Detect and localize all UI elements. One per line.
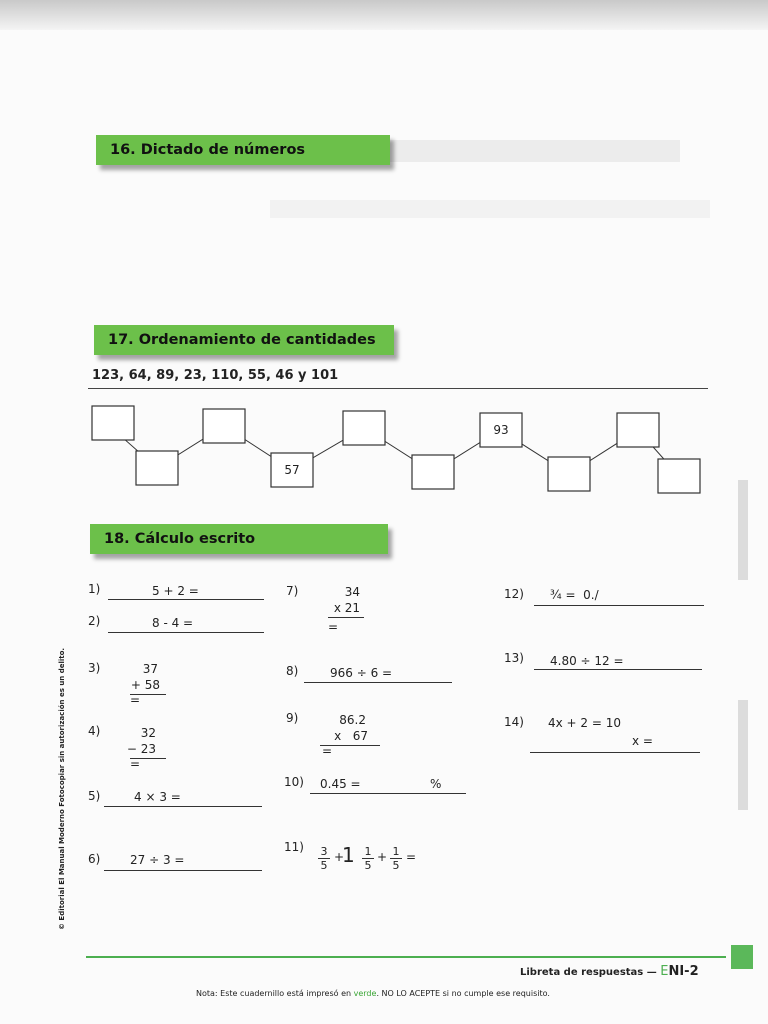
order-box-5[interactable]	[343, 411, 385, 445]
copyright-side-text: © Editorial El Manual Moderno Fotocopiar sin autorización es un delito.	[58, 647, 66, 930]
order-box-1[interactable]	[92, 406, 134, 440]
problem-number: 2)	[88, 614, 101, 628]
problem-bottom-operand: x 67	[334, 729, 368, 743]
equals-sign: =	[322, 744, 333, 758]
problem-number: 3)	[88, 661, 101, 675]
problem-number: 8)	[286, 664, 299, 678]
problem-bottom-operand: x 21	[333, 601, 360, 615]
problem-expression: 27 ÷ 3 =	[130, 853, 185, 867]
equals-sign: =	[130, 757, 141, 771]
plus-sign: +	[377, 850, 388, 864]
operation-bar	[328, 617, 364, 618]
problem-number: 5)	[88, 789, 101, 803]
order-box-9[interactable]	[617, 413, 659, 447]
footer-code-prefix: E	[660, 964, 669, 979]
footer-rule	[86, 956, 726, 958]
page-edge-tab	[731, 945, 753, 969]
problem-expression: 966 ÷ 6 =	[330, 666, 393, 680]
order-box-2[interactable]	[136, 451, 178, 485]
equals-sign: =	[130, 693, 141, 707]
answer-variable: x =	[632, 734, 653, 748]
answer-line[interactable]	[104, 870, 262, 871]
problem-expression: 5 + 2 =	[152, 584, 199, 598]
numerator: 1	[390, 845, 402, 859]
answer-line[interactable]	[310, 793, 466, 794]
numerator: 1	[362, 845, 374, 859]
denominator: 5	[320, 859, 328, 872]
problem-number: 12)	[504, 587, 524, 601]
page-edge-mark	[738, 700, 748, 810]
answer-line[interactable]	[304, 682, 452, 683]
fraction-1-5	[362, 845, 374, 872]
order-box-6[interactable]	[412, 455, 454, 489]
problem-expression: 4x + 2 = 10	[548, 716, 622, 730]
problem-number: 7)	[286, 584, 299, 598]
answer-line[interactable]	[104, 806, 262, 807]
problem-top-operand: 34	[344, 585, 360, 599]
answer-line[interactable]	[530, 752, 700, 753]
box-value-93: 93	[493, 423, 509, 437]
problem-top-operand: 37	[142, 662, 158, 676]
note-green-word: verde	[353, 989, 377, 998]
footer-label	[520, 964, 699, 979]
problem-top-operand: 32	[140, 726, 156, 740]
denominator: 5	[392, 859, 400, 872]
page-edge-mark	[738, 480, 748, 580]
problem-expression: 4.80 ÷ 12 =	[550, 654, 624, 668]
problem-number: 11)	[284, 840, 304, 854]
plus-sign: +	[334, 850, 345, 864]
problem-number: 13)	[504, 651, 524, 665]
section-18-banner: 18. Cálculo escrito	[90, 524, 388, 554]
denominator: 5	[364, 859, 372, 872]
box-value-57: 57	[284, 463, 300, 477]
problem-number: 9)	[286, 711, 299, 725]
problem-number: 6)	[88, 852, 101, 866]
fraction-1-5	[390, 845, 402, 872]
problem-bottom-operand: − 23	[126, 742, 156, 756]
number-sequence: 123, 64, 89, 23, 110, 55, 46 y 101	[92, 368, 339, 383]
problem-number: 1)	[88, 582, 101, 596]
fraction-3-5	[318, 845, 330, 872]
problem-number: 14)	[504, 715, 524, 729]
whole-number: 1	[342, 843, 355, 867]
section-16-banner: 16. Dictado de números	[96, 135, 390, 165]
answer-line[interactable]	[534, 669, 702, 670]
order-box-3[interactable]	[203, 409, 245, 443]
note-part-a: Nota: Este cuadernillo está impresó en	[196, 989, 354, 998]
problem-number: 4)	[88, 724, 101, 738]
footer-note	[196, 989, 550, 998]
problem-number: 10)	[284, 775, 304, 789]
problem-expression: 4 × 3 =	[134, 790, 181, 804]
answer-line[interactable]	[108, 632, 264, 633]
order-box-10[interactable]	[658, 459, 700, 493]
problem-expression: ¾ = 0./	[550, 588, 599, 602]
equals-sign: =	[406, 850, 417, 864]
problem-top-operand: 86.2	[339, 713, 366, 727]
footer-text: Libreta de respuestas —	[520, 967, 657, 978]
answer-line[interactable]	[534, 605, 704, 606]
answer-line[interactable]	[108, 599, 264, 600]
numerator: 3	[318, 845, 330, 859]
percent-unit: %	[430, 777, 442, 791]
problem-bottom-operand: + 58	[130, 678, 160, 692]
problem-expression: 8 - 4 =	[152, 616, 194, 630]
equals-sign: =	[328, 620, 339, 634]
note-part-c: . NO LO ACEPTE si no cumple ese requisito.	[376, 989, 550, 998]
footer-code: NI-2	[668, 964, 699, 979]
order-box-8[interactable]	[548, 457, 590, 491]
section-17-banner: 17. Ordenamiento de cantidades	[94, 325, 394, 355]
problem-expression: 0.45 =	[320, 777, 361, 791]
